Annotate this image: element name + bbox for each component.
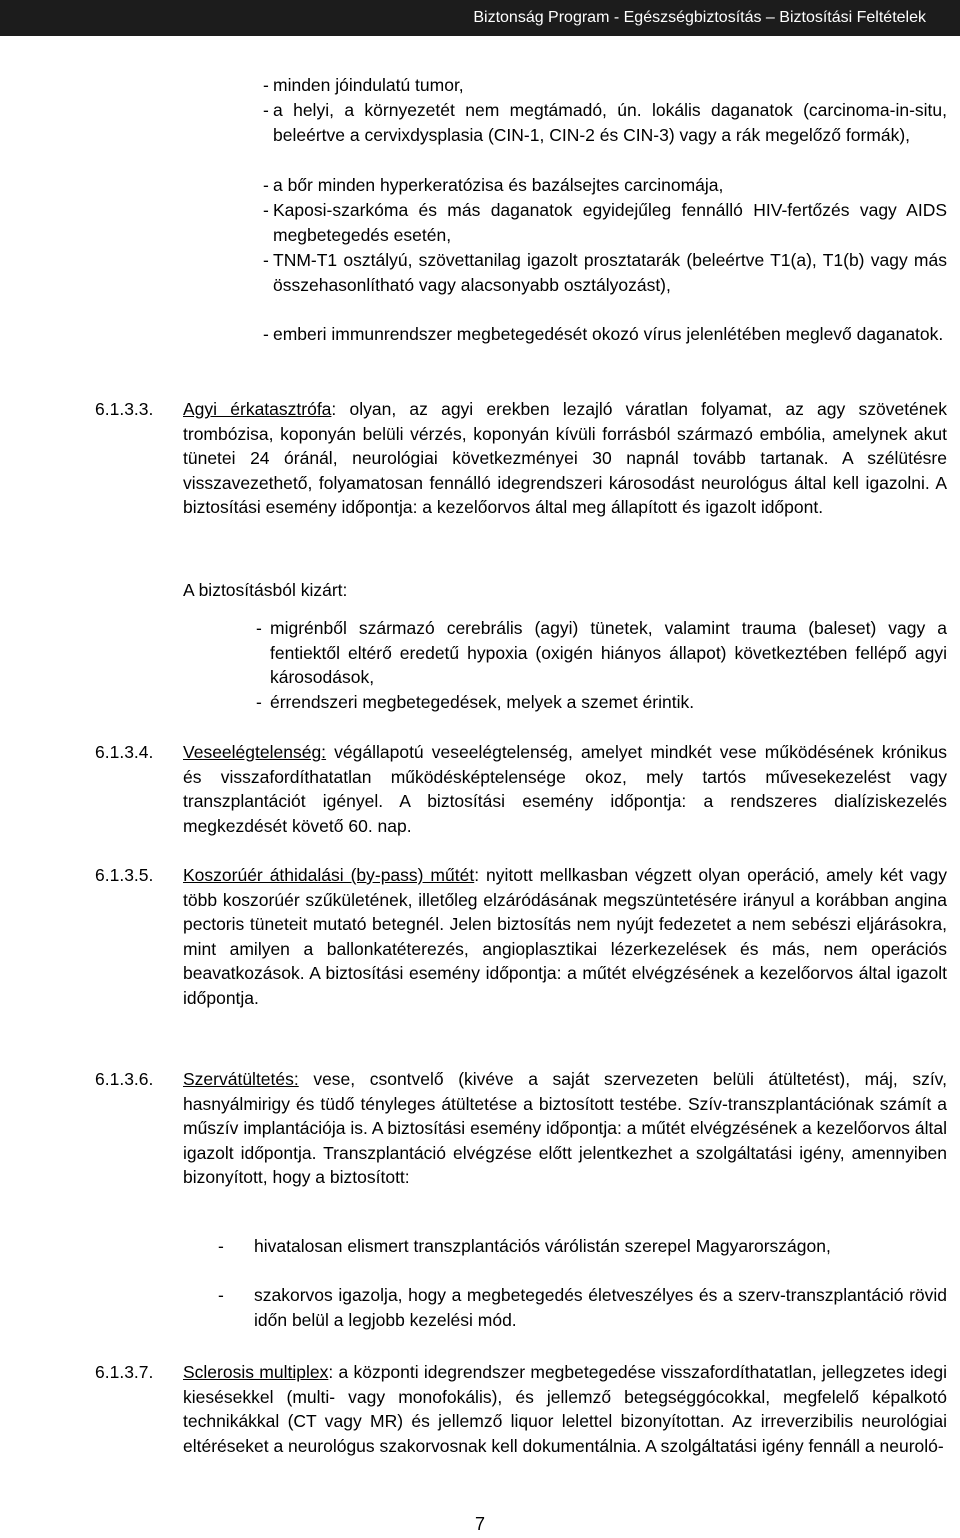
section-number: 6.1.3.6. (95, 1069, 154, 1089)
section-text: : olyan, az agyi erekben lezajló váratlan folyamat, az agy szövetének trombózisa, koponyán belüli vérzés, koponyán kívüli forrásból származó embólia, amelynek akut tünetei 24 óránál, neurológiai következményei 30 napnál tovább tartanak. A szélütésre visszavezethető, folyamatosan fennálló idegrendszeri károsodást neurológus által kell igazolni. A biztosítási esemény időpontja: a kezelőorvos által meg állapított és igazolt időpont. (183, 399, 948, 518)
list-item: - minden jóindulatú tumor, (263, 75, 464, 95)
section-6-1-3-3 (95, 397, 947, 520)
list-item: - szakorvos igazolja, hogy a megbetegedés életveszélyes és a szerv-transzplantáció rövid időn belül a legjobb kezelési mód. (218, 1285, 947, 1330)
section-text: : nyitott mellkasban végzett olyan operáció, amely két vagy több koszorúér szűkületének, illetőleg elzáródásának megszüntetésére irányul a korábban angina pectoris tüneteit mutató betegnél. Jelen biztosítás nem nyújt fedezetet a nem sebészi eljárásokra, mint amilyen a ballonkatéterezés, angioplasztikai lézerkezelések és más, nem operációs beavatkozások. A biztosítási esemény időpontja: a műtét elvégzésének a kezelőorvos által igazolt időpontja. (183, 865, 947, 1008)
section-6-1-3-6 (95, 1067, 947, 1190)
section-number: 6.1.3.4. (95, 742, 154, 762)
list-item: - migrénből származó cerebrális (agyi) tünetek, valamint trauma (baleset) vagy a fentiektől eltérő eredetű hypoxia (oxigén hiányos állapot) következtében fellépő agyi károsodások, (256, 618, 947, 688)
page-number: 7 (474, 1514, 485, 1534)
list-item: - a helyi, a környezetét nem megtámadó, ún. lokális daganatok (carcinoma-in-situ, beleértve a cervixdysplasia (CIN-1, CIN-2 és CIN-3) vagy a rák megelőző formák), (263, 100, 947, 145)
section-text: vese, csontvelő (kivéve a saját szervezeten belüli átültetést), máj, szív, hasnyálmirigy és tüdő tényleges átültetése a biztosított testébe. Szív-transzplantációnak számít a műszív implantációja is. A biztosítási esemény időpontja: a műtét elvégzésének a kezelőorvos által igazolt időpontja. Transzplantáció elvégzése előtt jelentkezhet a szolgáltatási igény, amennyiben bizonyított, hogy a biztosított: (183, 1069, 947, 1188)
section-term: Veseelégtelenség: (183, 742, 327, 762)
list-item: - érrendszeri megbetegedések, melyek a szemet érintik. (256, 692, 695, 712)
list-item: - emberi immunrendszer megbetegedését okozó vírus jelenlétében meglevő daganatok. (263, 324, 944, 344)
list-item: - TNM-T1 osztályú, szövettanilag igazolt prosztatarák (beleértve T1(a), T1(b) vagy más összehasonlítható vagy alacsonyabb osztályozást), (263, 250, 947, 295)
list-item: - hivatalosan elismert transzplantációs várólistán szerepel Magyarországon, (218, 1236, 831, 1256)
section-number: 6.1.3.7. (95, 1362, 154, 1382)
section-text: : a központi idegrendszer megbetegedése visszafordíthatatlan, jellegzetes idegi kiesésekkel (multi- vagy monofokális), és jellemző betegséggócokkal, megfelelő képalkotó technikákkal (CT vagy MR) és jellemző liquor lelettel bizonyítottan. Az irreverzibilis neurológiai eltéréseket a neurológus szakorvosnak kell dokumentálnia. A szolgáltatási igény fennáll a neuroló- (183, 1362, 947, 1456)
section-6-1-3-4 (95, 740, 947, 838)
section-6-1-3-5 (95, 863, 947, 1011)
excluded-label: A biztosításból kizárt: (183, 580, 348, 600)
list-item: - Kaposi-szarkóma és más daganatok egyidejűleg fennálló HIV-fertőzés vagy AIDS megbetegedés esetén, (263, 200, 947, 245)
section-number: 6.1.3.3. (95, 399, 154, 419)
list-item: - a bőr minden hyperkeratózisa és bazálsejtes carcinomája, (263, 175, 724, 195)
section-term: Szervátültetés: (183, 1069, 299, 1089)
section-term: Koszorúér áthidalási (by-pass) műtét (183, 865, 475, 885)
section-text: végállapotú veseelégtelenség, amelyet mindkét vese működésének krónikus és visszafordíthatatlan működésképtelensége okoz, mely tartós művesekezelést vagy transzplantációt igényel. A biztosítási esemény időpontja: a rendszeres dialíziskezelés megkezdését követő 60. nap. (183, 742, 947, 836)
section-term: Agyi érkatasztrófa (183, 399, 332, 419)
header-title: Biztonság Program - Egészségbiztosítás – Biztosítási Feltételek (473, 9, 926, 26)
document-header (0, 0, 960, 36)
section-6-1-3-7 (95, 1360, 947, 1458)
section-term: Sclerosis multiplex (183, 1362, 329, 1382)
section-number: 6.1.3.5. (95, 865, 154, 885)
